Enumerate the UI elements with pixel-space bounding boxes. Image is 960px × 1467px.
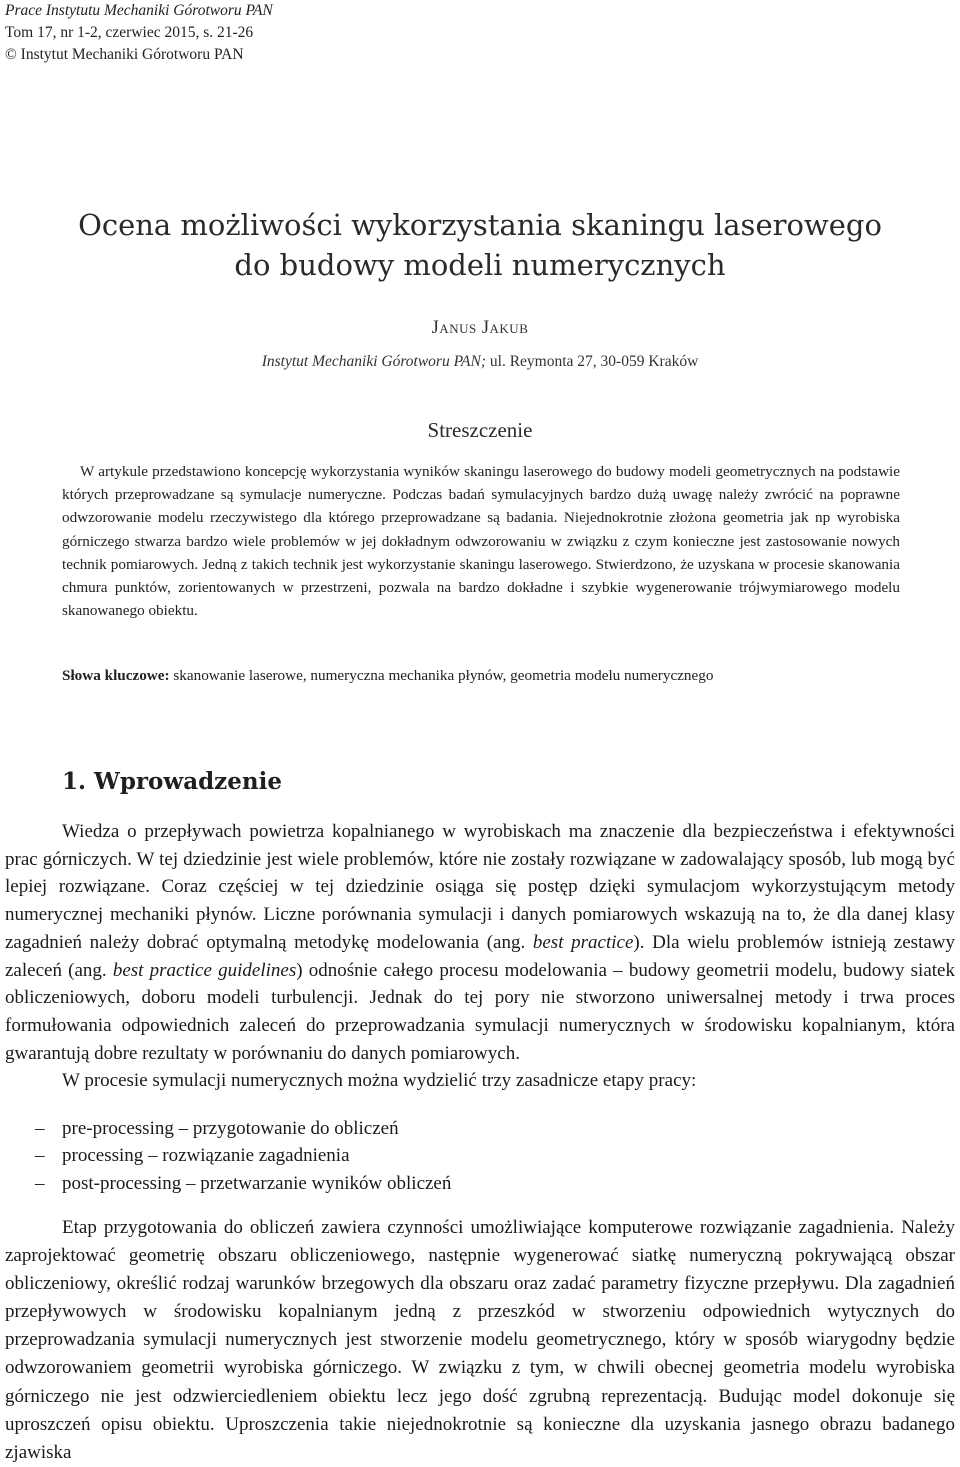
author-affiliation — [0, 353, 960, 371]
paragraph-1-term-2: best practice guidelines — [112, 959, 297, 981]
title-line-1: Ocena możliwości wykorzystania skaningu laserowego — [78, 208, 882, 242]
list-item — [5, 1115, 955, 1142]
list-item — [5, 1142, 955, 1169]
list-item-text: processing – rozwiązanie zagadnienia — [62, 1145, 350, 1167]
journal-header — [5, 0, 273, 66]
paragraph-2: W procesie symulacji numerycznych można wydzielić trzy zasadnicze etapy pracy: — [62, 1070, 697, 1092]
paragraph-3: Etap przygotowania do obliczeń zawiera czynności umożliwiające komputerowe rozwiązanie zagadnienia. Należy zaprojektować geometrię obszaru obliczeniowego, następnie wygenerować siatkę numeryczną pokrywającą obszar obliczeniowy, określić rodzaj warunków brzegowych dla obszaru oraz zadać parametry fizyczne przepływu. Dla zagadnień przepływowych w środowisku kopalnianym jedną z przeszkód w stworzeniu odpowiednich wytycznych do przeprowadzania symulacji numerycznych jest stworzenie modelu geometrycznego, który w sposób wiarygodny będzie odwzorowaniem geometrii wyrobiska górniczego. W związku z tym, w chwili obecnej geometria modelu wyrobiska górniczego nie jest odzwierciedleniem obiektu lecz jego dość zgrubną reprezentacją. Budując model dokonuje się uproszczeń opisu obiektu. Uproszczenia takie niejednokrotnie są konieczne dla uzyskania jasnego obrazu badanego zjawiska — [5, 1217, 955, 1463]
keywords — [62, 665, 922, 687]
abstract-text: W artykule przedstawiono koncepcję wykorzystania wyników skaningu laserowego do budowy modeli geometrycznych na podstawie których przeprowadzane są symulacje numeryczne. Podczas badań symulacyjnych bardzo dużą uwagę należy zwrócić na poprawne odwzorowanie modelu rzeczywistego dla którego przeprowadzane są badania. Niejednokrotnie złożona geometria jak np wyrobiska górniczego stwarza bardzo wiele problemów w jej dokładnym odwzorowaniu w związku z czym konieczne jest zastosowanie nowych technik pomiarowych. Jedną z takich technik jest wykorzystanie skaningu laserowego. Stwierdzono, że uzyskana w procesie skanowania chmura punktów, zorientowanych w przestrzeni, pozwala na bardzo dokładne i szybkie wygenerowanie trójwymiarowego modelu skanowanego obiektu. — [62, 463, 900, 620]
keywords-label: Słowa kluczowe: — [62, 667, 170, 684]
section-body-bottom — [5, 1214, 955, 1467]
list-item-text: post-processing – przetwarzanie wyników obliczeń — [62, 1172, 452, 1194]
list-item — [5, 1170, 955, 1197]
title-line-2: do budowy modeli numerycznych — [234, 248, 726, 282]
journal-copyright: © Instytut Mechaniki Górotworu PAN — [5, 46, 244, 63]
journal-name: Prace Instytutu Mechaniki Górotworu PAN — [5, 2, 273, 19]
abstract-heading: Streszczenie — [427, 418, 533, 442]
list-dash: – — [35, 1172, 45, 1194]
affiliation-address: ul. Reymonta 27, 30-059 Kraków — [486, 353, 699, 370]
paragraph-1 — [5, 818, 955, 1067]
list-dash: – — [35, 1145, 45, 1167]
journal-volume: Tom 17, nr 1-2, czerwiec 2015, s. 21-26 — [5, 24, 254, 41]
section-heading: 1. Wprowadzenie — [62, 768, 282, 795]
paragraph-1-term-1: best practice — [532, 931, 634, 953]
list-item-text: pre-processing – przygotowanie do obliczeń — [62, 1118, 399, 1139]
paper-title — [0, 205, 960, 285]
affiliation-institute: Instytut Mechaniki Górotworu PAN; — [261, 353, 487, 370]
paragraph-1-part-e: ) odnośnie całego procesu modelowania – budowy geometrii modelu, budowy siatek obliczeniowych, doboru modeli turbulencji. Jednak do tej pory nie stworzono uniwersalnej metody i trwa proces formułowania odpowiednich zaleceń do przeprowadzania symulacji numerycznych w środowisku kopalnianym, która gwarantują dobre rezultaty w porównaniu do danych pomiarowych. — [5, 959, 955, 1064]
keywords-text: skanowanie laserowe, numeryczna mechanika płynów, geometria modelu numerycznego — [169, 667, 714, 684]
section-body-top — [5, 818, 955, 1095]
paragraph-1-part-c: ). Dla wielu problemów istnieją zestawy zaleceń (ang. — [5, 931, 955, 981]
list-dash: – — [35, 1118, 45, 1139]
author-name: Janus Jakub — [431, 318, 529, 338]
paragraph-1-part-a: Wiedza o przepływach powietrza kopalnianego w wyrobiskach ma znaczenie dla bezpieczeństwa i efektywności prac górniczych. W tej dziedzinie jest wiele problemów, które nie zostały rozwiązane w zadowalający sposób, lub mogą być lepiej rozwiązane. Coraz częściej w tej dziedzinie osiąga się postęp dzięki symulacjom wykorzystującym metody numerycznej mechaniki płynów. Liczne porównania symulacji i danych pomiarowych wskazują na to, że dla danej klasy zagadnień należy dobrać optymalną metodykę modelowania (ang. — [5, 821, 955, 953]
stages-list — [5, 1115, 955, 1197]
